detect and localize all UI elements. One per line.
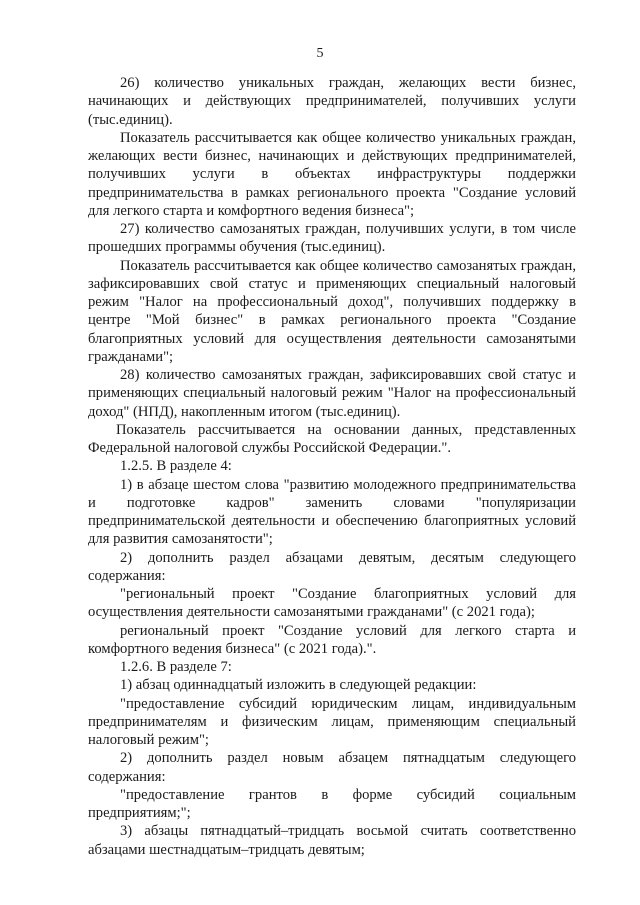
paragraph-item-27: 27) количество самозанятых граждан, получивших услуги, в том числе прошедших программы обучения (тыс.единиц). (88, 221, 576, 256)
paragraph-quoted-project-2: региональный проект "Создание условий для легкого старта и комфортного ведения бизнеса" (с 2021 года).". (88, 622, 576, 657)
paragraph-quoted-project-1: "региональный проект "Создание благоприятных условий для осуществления деятельности самозанятыми гражданами" (с 2021 года); (88, 586, 576, 621)
paragraph-1-2-5-item-2: 2) дополнить раздел абзацами девятым, десятым следующего содержания: (88, 549, 576, 584)
paragraph-item-28: 28) количество самозанятых граждан, зафиксировавших свой статус и применяющих специальный налоговый режим "Налог на профессиональный доход" (НПД), накопленным итогом (тыс.единиц). (88, 367, 576, 420)
document-body (88, 74, 576, 859)
paragraph-1-2-5-item-1: 1) в абзаце шестом слова "развитию молодежного предпринимательства и подготовке кадров" заменить словами "популяризации предпринимательской деятельности и обеспечению благоприятных условий для развития самозанятости"; (88, 476, 576, 548)
section-heading-1-2-5: 1.2.5. В разделе 4: (120, 458, 232, 475)
paragraph-1-2-6-item-1: 1) абзац одиннадцатый изложить в следующей редакции: (120, 677, 477, 694)
paragraph-1-2-6-item-2: 2) дополнить раздел новым абзацем пятнадцатым следующего содержания: (88, 750, 576, 785)
paragraph-indicator-28-description: Показатель рассчитывается на основании данных, представленных Федеральной налоговой службы Российской Федерации.". (88, 421, 576, 456)
paragraph-indicator-27-description: Показатель рассчитывается как общее количество самозанятых граждан, зафиксировавших свой статус и применяющих специальный налоговый режим "Налог на профессиональный доход", получивших поддержку в центре "Мой бизнес" в рамках регионального проекта "Создание благоприятных условий для осуществления деятельности самозанятыми гражданами"; (88, 257, 576, 365)
paragraph-item-26: 26) количество уникальных граждан, желающих вести бизнес, начинающих и действующих предпринимателей, получивших услуги (тыс.единиц). (88, 75, 576, 128)
page-number: 5 (316, 46, 324, 61)
paragraph-indicator-26-description: Показатель рассчитывается как общее количество уникальных граждан, желающих вести бизнес, начинающих и действующих предпринимателей, получивших услуги в объектах инфраструктуры поддержки предпринимательства в рамках регионального проекта "Создание условий для легкого старта и комфортного ведения бизнеса"; (88, 129, 576, 219)
section-heading-1-2-6: 1.2.6. В разделе 7: (120, 659, 232, 675)
paragraph-1-2-6-item-3: 3) абзацы пятнадцатый–тридцать восьмой считать соответственно абзацами шестнадцатым–тридцать девятым; (88, 823, 576, 858)
paragraph-quoted-grants: "предоставление грантов в форме субсидий социальным предприятиям;"; (88, 786, 576, 821)
paragraph-quoted-subsidies: "предоставление субсидий юридическим лицам, индивидуальным предпринимателям и физическим лицам, применяющим специальный налоговый режим"; (88, 695, 576, 748)
